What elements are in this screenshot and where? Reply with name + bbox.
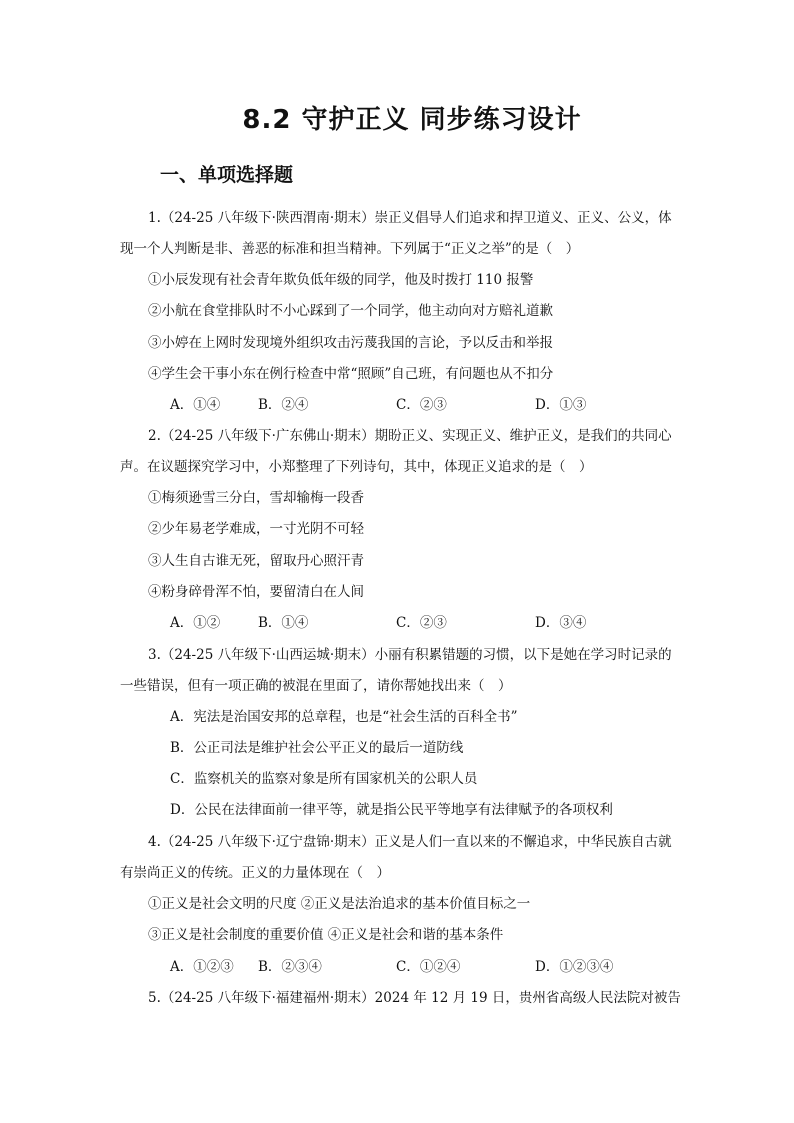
question-1-answer-c: C．②③ — [396, 397, 447, 413]
question-2-item-4: ④粉身碎骨浑不怕，要留清白在人间 — [148, 584, 364, 600]
page-title: 8.2 守护正义 同步练习设计 — [242, 105, 582, 135]
question-1-item-4: ④学生会干事小东在例行检查中常“照顾”自己班，有问题也从不扣分 — [148, 366, 554, 382]
question-2-answer-c: C．②③ — [396, 615, 447, 631]
question-1-answer-a: A．①④ — [170, 397, 221, 413]
question-4-item-line-2: ③正义是社会制度的重要价值 ④正义是社会和谐的基本条件 — [148, 927, 504, 943]
question-2-stem-line-2: 声。在议题探究学习中，小郑整理了下列诗句，其中，体现正义追求的是（ ） — [120, 459, 593, 475]
question-1-stem-line-1: 1.（24-25 八年级下·陕西渭南·期末）崇正义倡导人们追求和捍卫道义、正义、公义，体 — [148, 210, 672, 226]
question-1-item-1: ①小辰发现有社会青年欺负低年级的同学，他及时拨打 110 报警 — [148, 272, 534, 288]
question-4-answer-c: C．①②④ — [396, 959, 461, 975]
question-4-answer-d: D．①②③④ — [535, 959, 614, 975]
question-2-answer-a: A．①② — [170, 615, 221, 631]
question-2-stem-line-1: 2.（24-25 八年级下·广东佛山·期末）期盼正义、实现正义、维护正义，是我们的共同心 — [148, 428, 672, 444]
question-2-item-1: ①梅须逊雪三分白，雪却输梅一段香 — [148, 490, 364, 506]
question-3-stem-line-2: 一些错误，但有一项正确的被混在里面了，请你帮她找出来（ ） — [120, 678, 512, 694]
question-1-stem-line-2: 现一个人判断是非、善恶的标准和担当精神。下列属于“正义之举”的是（ ） — [120, 241, 580, 257]
question-3-stem-line-1: 3.（24-25 八年级下·山西运城·期末）小丽有积累错题的习惯，以下是她在学习时记录的 — [148, 647, 672, 663]
question-3-choice-c: C．监察机关的监察对象是所有国家机关的公职人员 — [170, 771, 478, 787]
question-1-answer-b: B．②④ — [258, 397, 309, 413]
question-4-stem-line-2: 有崇尚正义的传统。正义的力量体现在（ ） — [120, 865, 390, 881]
question-2-item-2: ②少年易老学难成，一寸光阴不可轻 — [148, 521, 364, 537]
question-4-stem-line-1: 4.（24-25 八年级下·辽宁盘锦·期末）正义是人们一直以来的不懈追求，中华民族自古就 — [148, 834, 672, 850]
question-3-choice-b: B．公正司法是维护社会公平正义的最后一道防线 — [170, 740, 464, 756]
question-2-answer-d: D．③④ — [535, 615, 587, 631]
question-5-stem-line-1: 5.（24-25 八年级下·福建福州·期末）2024 年 12 月 19 日，贵州省高级人民法院对被告 — [148, 990, 681, 1006]
question-1-answer-d: D．①③ — [535, 397, 587, 413]
question-2-item-3: ③人生自古谁无死，留取丹心照汗青 — [148, 553, 364, 569]
question-4-answer-a: A．①②③ — [170, 959, 234, 975]
section-heading: 一、单项选择题 — [160, 164, 294, 186]
question-4-item-line-1: ①正义是社会文明的尺度 ②正义是法治追求的基本价值目标之一 — [148, 896, 531, 912]
question-3-choice-d: D．公民在法律面前一律平等，就是指公民平等地享有法律赋予的各项权利 — [170, 802, 613, 818]
question-2-answer-b: B．①④ — [258, 615, 309, 631]
question-1-item-3: ③小婷在上网时发现境外组织攻击污蔑我国的言论，予以反击和举报 — [148, 335, 553, 351]
question-3-choice-a: A．宪法是治国安邦的总章程，也是“社会生活的百科全书” — [170, 709, 518, 725]
question-4-answer-b: B．②③④ — [258, 959, 322, 975]
question-1-item-2: ②小航在食堂排队时不小心踩到了一个同学，他主动向对方赔礼道歉 — [148, 303, 553, 319]
